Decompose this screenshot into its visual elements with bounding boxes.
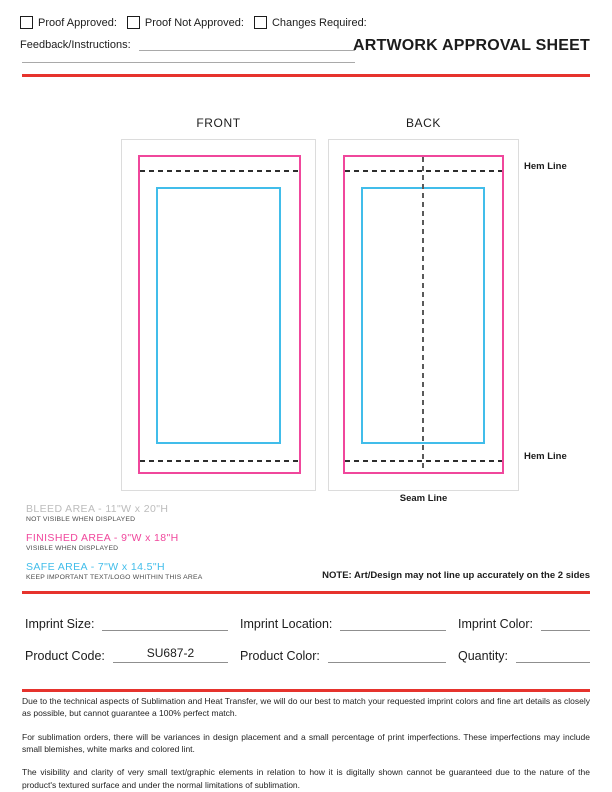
- finished-area-subtitle: VISIBLE WHEN DISPLAYED: [26, 545, 119, 552]
- product-color-input[interactable]: [328, 646, 446, 663]
- imprint-color-field: [458, 615, 590, 631]
- feedback-row: [20, 38, 355, 51]
- safe-area-subtitle: KEEP IMPORTANT TEXT/LOGO WHITHIN THIS AREA: [26, 574, 203, 581]
- product-form-row: [25, 647, 590, 663]
- product-code-value: SU687-2: [146, 646, 195, 660]
- quantity-input[interactable]: [516, 646, 590, 663]
- back-panel-label: BACK: [405, 116, 442, 130]
- proof-not-approved-option: [127, 16, 244, 29]
- disclaimer-paragraph-2: For sublimation orders, there will be variances in design placement and a small percentage of print imperfections. These imperfections may include small blemishes, white marks and colored lint.: [22, 731, 590, 754]
- header-divider: [22, 74, 590, 77]
- product-color-field: [240, 647, 446, 663]
- feedback-label: Feedback/Instructions:: [20, 39, 131, 51]
- imprint-color-label: Imprint Color:: [458, 617, 534, 631]
- changes-required-checkbox[interactable]: [254, 16, 267, 29]
- changes-required-option: [254, 16, 367, 29]
- disclaimer-paragraph-1: Due to the technical aspects of Sublimation and Heat Transfer, we will do our best to match your requested imprint colors and fine art details as closely as possible, but cannot guarantee a 100% perfect match.: [22, 696, 590, 719]
- page-title: ARTWORK APPROVAL SHEET: [352, 37, 590, 54]
- quantity-label: Quantity:: [458, 649, 509, 663]
- proof-status-row: [20, 16, 367, 29]
- safe-area-title: SAFE AREA - 7"W x 14.5"H: [26, 561, 166, 573]
- quantity-field: [458, 647, 590, 663]
- proof-not-approved-label: Proof Not Approved:: [144, 16, 244, 29]
- proof-approved-label: Proof Approved:: [38, 16, 117, 29]
- area-legend: [26, 503, 202, 590]
- product-code-label: Product Code:: [25, 649, 105, 663]
- proof-not-approved-checkbox[interactable]: [127, 16, 140, 29]
- finished-area-title: FINISHED AREA - 9"W x 18"H: [26, 532, 179, 544]
- bleed-area-subtitle: NOT VISIBLE WHEN DISPLAYED: [26, 516, 136, 523]
- disclaimer-text: [22, 695, 590, 792]
- front-safe-box: [156, 187, 281, 444]
- feedback-input-line[interactable]: [139, 38, 355, 51]
- hem-line-top-label: Hem Line: [524, 161, 567, 172]
- legend-divider: [22, 591, 590, 594]
- imprint-form-row: [25, 615, 590, 631]
- product-code-field: [25, 647, 228, 663]
- imprint-color-input[interactable]: [541, 614, 590, 631]
- feedback-input-line-2[interactable]: [22, 62, 355, 63]
- front-hem-line-bottom: [140, 460, 299, 462]
- bleed-area-title: BLEED AREA - 11"W x 20"H: [26, 503, 169, 515]
- imprint-location-input[interactable]: [340, 614, 446, 631]
- hem-line-bottom-label: Hem Line: [524, 451, 567, 462]
- imprint-size-field: [25, 615, 228, 631]
- changes-required-label: Changes Required:: [271, 16, 367, 29]
- proof-approved-option: [20, 16, 117, 29]
- form-divider: [22, 689, 590, 692]
- imprint-location-field: [240, 615, 446, 631]
- front-hem-line-top: [140, 170, 299, 172]
- product-code-input[interactable]: [113, 646, 228, 663]
- imprint-size-label: Imprint Size:: [25, 617, 95, 631]
- disclaimer-paragraph-3: The visibility and clarity of very small text/graphic elements in relation to how it is digitally shown cannot be guaranteed due to the nature of the product's textured surface and under the normal limitations of sublimation.: [22, 767, 590, 790]
- seam-line-label: Seam Line: [399, 493, 448, 504]
- imprint-location-label: Imprint Location:: [240, 617, 333, 631]
- imprint-size-input[interactable]: [102, 614, 228, 631]
- alignment-note: NOTE: Art/Design may not line up accurately on the 2 sides: [322, 570, 590, 581]
- product-color-label: Product Color:: [240, 649, 320, 663]
- back-seam-line: [422, 157, 424, 472]
- proof-approved-checkbox[interactable]: [20, 16, 33, 29]
- front-panel-label: FRONT: [196, 116, 241, 130]
